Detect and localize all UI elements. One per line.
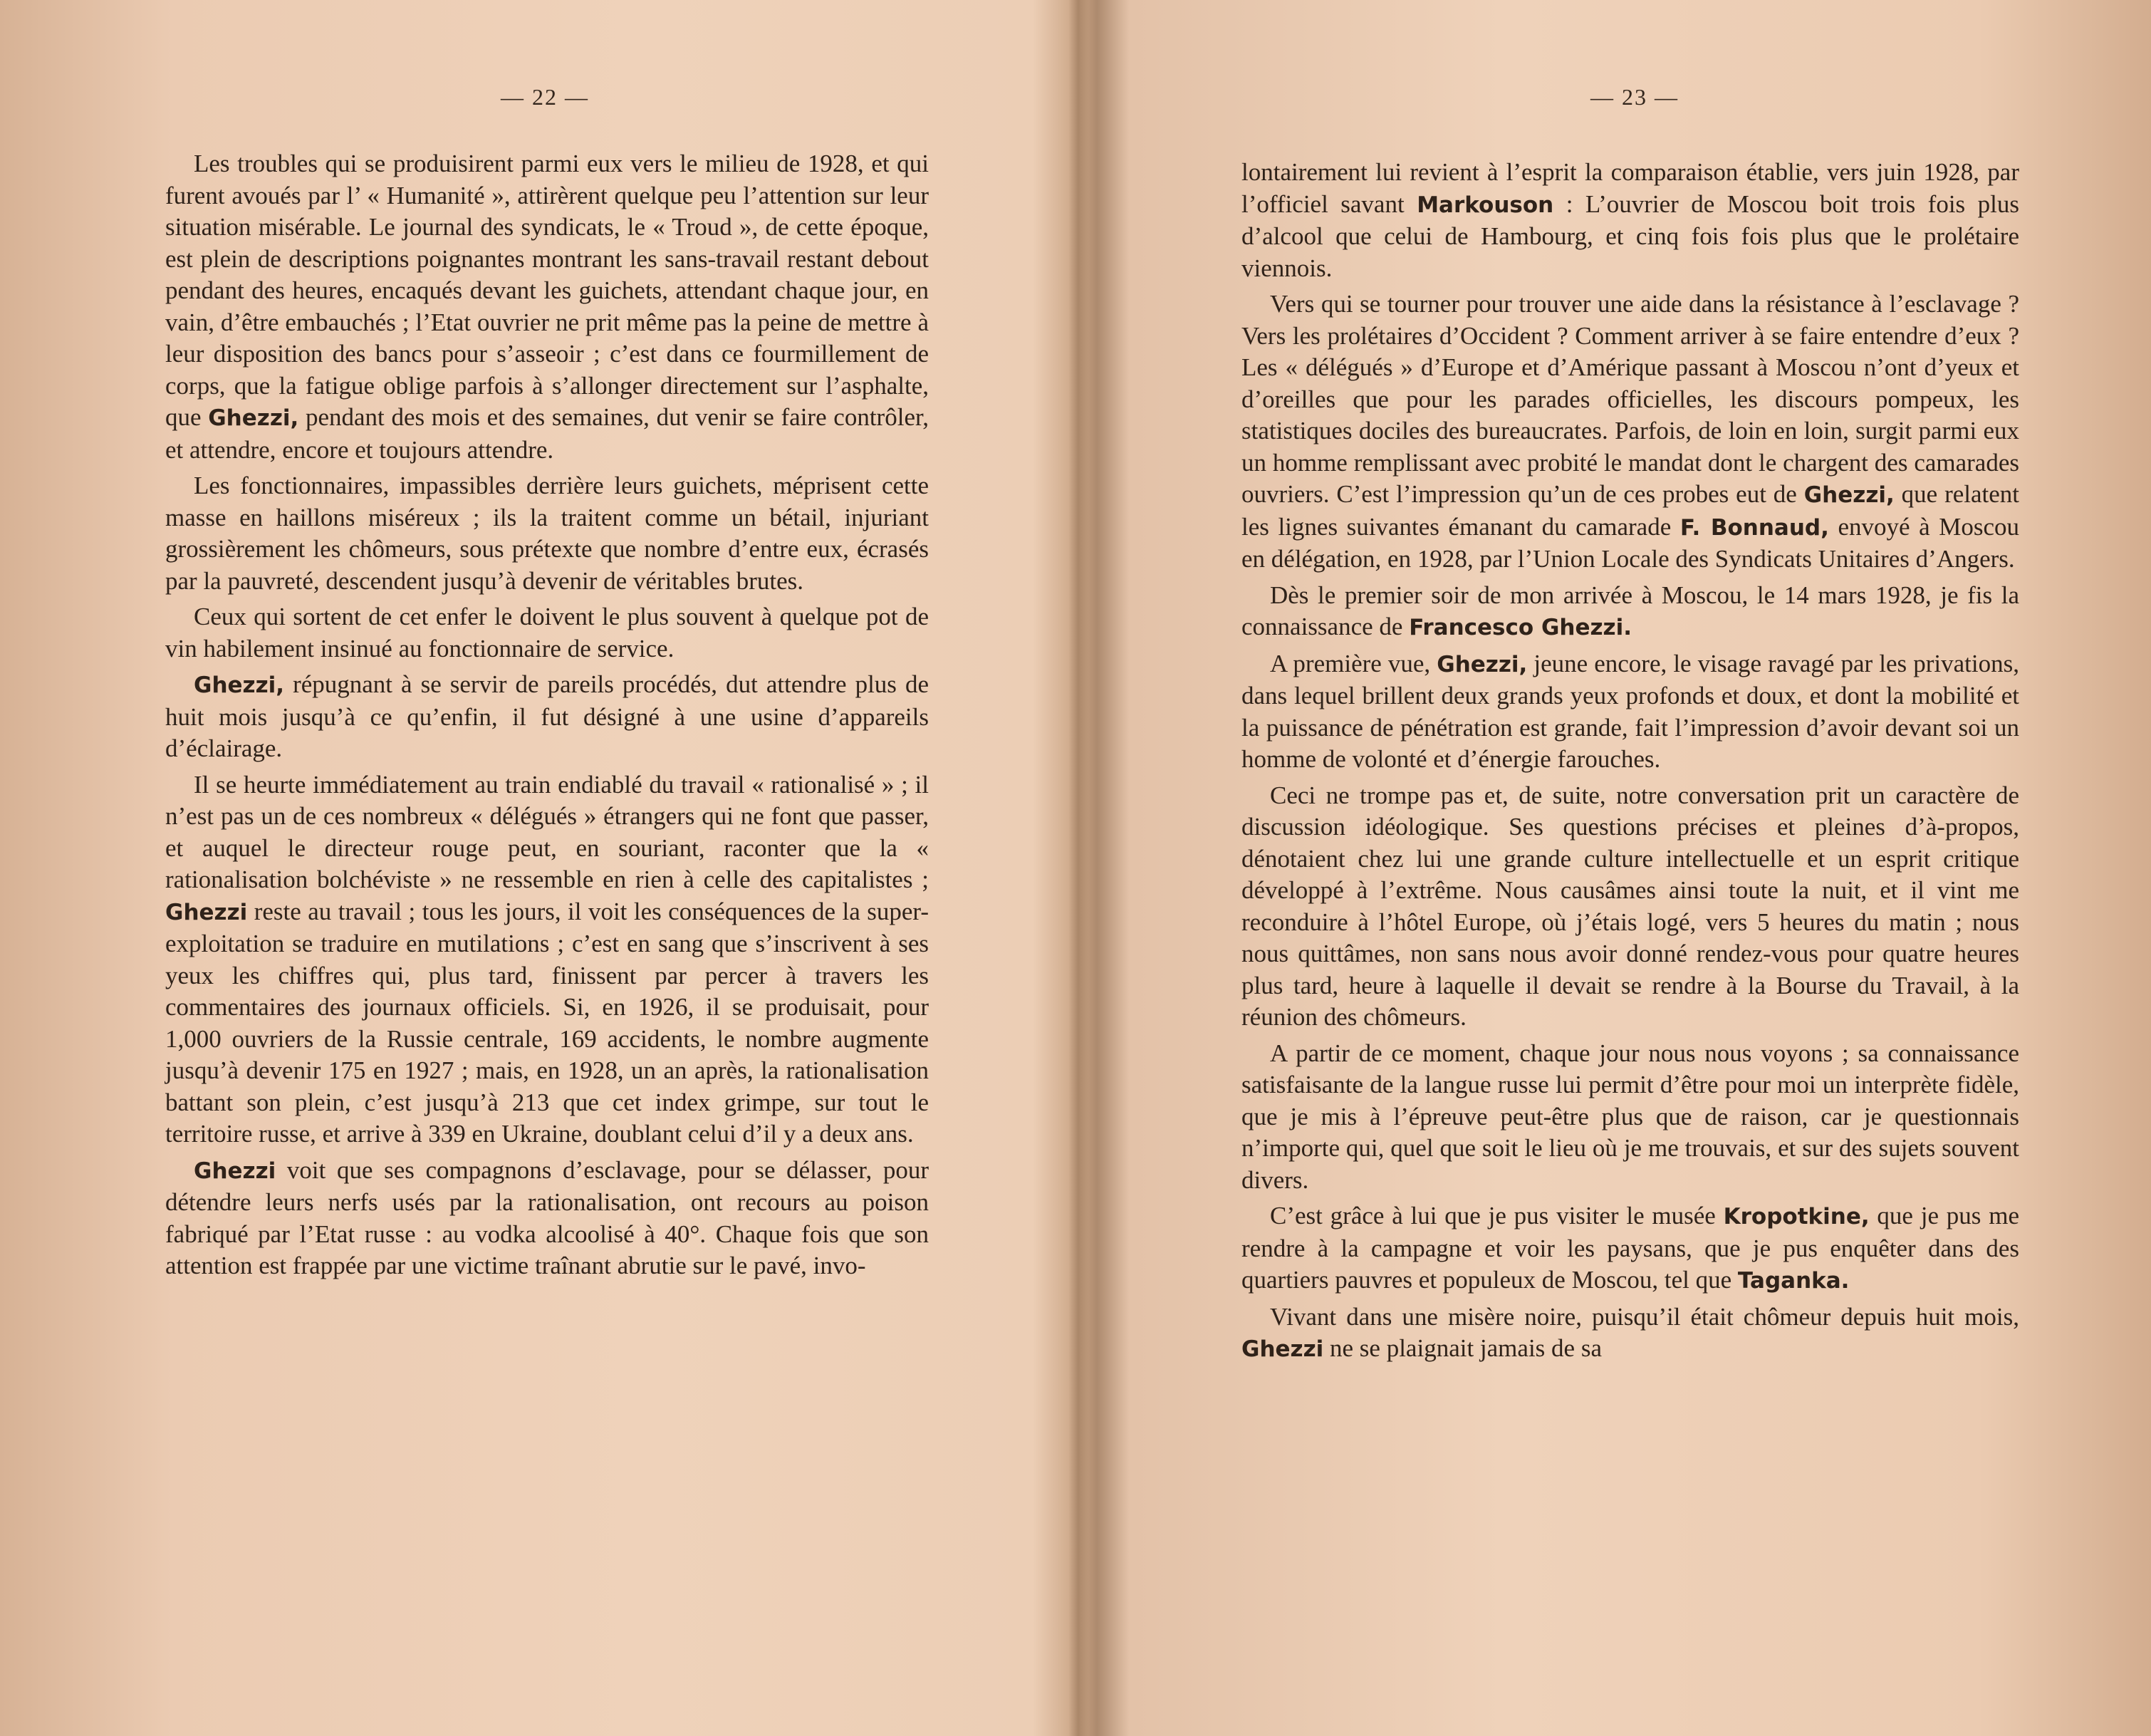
person-name: Ghezzi, xyxy=(194,672,285,698)
right-page-text xyxy=(1241,157,2019,1370)
person-name: Ghezzi xyxy=(1241,1336,1324,1362)
text-run: jeune encore, le visage ravagé par les privations, dans lequel brillent deux grands yeux profonds et doux, et dont la mobilité et la puissance de pénétration est grande, fait l’impression d’avoir devant soi un homme de volonté et d’énergie farouches. xyxy=(1241,649,2019,773)
paragraph xyxy=(1241,1301,2019,1366)
paragraph xyxy=(165,470,929,597)
paragraph xyxy=(1241,289,2019,576)
page-number-right: — 23 — xyxy=(1590,84,1679,110)
person-name: Ghezzi, xyxy=(1437,651,1528,677)
person-name: Ghezzi xyxy=(165,899,248,925)
right-page xyxy=(1086,0,2151,1736)
text-run: lontairement lui revient à l’esprit la comparaison établie, vers juin 1928, par l’officiel savant xyxy=(1241,158,2019,218)
paragraph xyxy=(1241,1200,2019,1297)
left-page-text xyxy=(165,148,929,1287)
person-name: F. Bonnaud, xyxy=(1679,514,1829,541)
paragraph xyxy=(165,1155,929,1282)
paragraph xyxy=(1241,580,2019,644)
person-name: Ghezzi, xyxy=(208,405,299,431)
text-run: que relatent les lignes suivantes émanant du camarade xyxy=(1241,480,2019,541)
text-run: que je pus me rendre à la campagne et voir les paysans, que je pus enquêter dans des quartiers pauvres et populeux de Moscou, tel que xyxy=(1241,1202,2019,1294)
text-run: Les troubles qui se produisirent parmi eux vers le milieu de 1928, et qui furent avoués par l’ « Humanité », attirèrent quelque peu l’attention sur leur situation misérable. Le journal des syndicats, le « Troud », de cette époque, est plein de descriptions poignantes montrant les sans-travail restant debout pendant des heures, encaqués devant les guichets, attendant chaque jour, en vain, d’être embauchés ; l’Etat ouvrier ne prit même pas la peine de mettre à leur disposition des bancs pour s’asseoir ; c’est dans ce fourmillement de corps, que la fatigue oblige parfois à s’allonger directement sur l’asphalte, que xyxy=(165,150,929,431)
text-run: Vers qui se tourner pour trouver une aide dans la résistance à l’esclavage ? Vers les prolétaires d’Occident ? Comment arriver à se faire entendre d’eux ? Les « délégués » d’Europe et d’Amérique passant à Moscou n’ont d’yeux et d’oreilles que pour les parades officielles, les discours pompeux, les statistiques dociles des bureaucrates. Parfois, de loin en loin, surgit parmi eux un homme remplissant avec probité le mandat dont le chargent des camarades ouvriers. C’est l’impression qu’un de ces probes eut de xyxy=(1241,290,2019,508)
paragraph xyxy=(1241,780,2019,1034)
person-name: Ghezzi, xyxy=(1803,482,1895,508)
paragraph xyxy=(1241,648,2019,776)
page-number-left: — 22 — xyxy=(501,84,589,110)
text-run: A première vue, xyxy=(1270,649,1437,677)
paragraph xyxy=(165,148,929,466)
paragraph xyxy=(1241,1038,2019,1197)
text-run: reste au travail ; tous les jours, il voit les conséquences de la super-exploitation se traduire en mutilations ; c’est en sang que s’inscrivent à ses yeux les chiffres qui, plus tard, finissent par percer à travers les commentaires des journaux officiels. Si, en 1926, il se produisait, pour 1,000 ouvriers de la Russie centrale, 169 accidents, le nombre augmente jusqu’à devenir 175 en 1927 ; mais, en 1928, un an après, la rationalisation battant son plein, c’est jusqu’à 213 que cet index grimpe, sur tout le territoire russe, et arrive à 339 en Ukraine, doublant celui d’il y a deux ans. xyxy=(165,897,929,1148)
person-name: Taganka. xyxy=(1737,1268,1850,1294)
text-run: pendant des mois et des semaines, dut venir se faire contrôler, et attendre, encore et toujours attendre. xyxy=(165,403,929,464)
person-name: Markouson xyxy=(1417,192,1554,218)
text-run: envoyé à Moscou en délégation, en 1928, par l’Union Locale des Syndicats Unitaires d’Angers. xyxy=(1241,512,2019,573)
person-name: Kropotkine, xyxy=(1723,1204,1870,1230)
text-run: A partir de ce moment, chaque jour nous nous voyons ; sa connaissance satisfaisante de la langue russe lui permit d’être pour moi un interprète fidèle, que je mis à l’épreuve peut-être plus que de raison, car je questionnais n’importe qui, quel que soit le lieu où je me trouvais, et sur des sujets souvent divers. xyxy=(1241,1039,2019,1194)
person-name: Francesco Ghezzi. xyxy=(1409,615,1632,640)
text-run: voit que ses compagnons d’esclavage, pour se délasser, pour détendre leurs nerfs usés par la rationalisation, ont recours au poison fabriqué par l’Etat russe : au vodka alcoolisé à 40°. Chaque fois que son attention est frappée par une victime traînant abrutie sur le pavé, invo- xyxy=(165,1155,929,1279)
left-page xyxy=(0,0,1072,1736)
text-run: ne se plaignait jamais de sa xyxy=(1323,1334,1602,1362)
text-run: Dès le premier soir de mon arrivée à Moscou, le 14 mars 1928, je fis la connaissance de xyxy=(1241,581,2019,640)
text-run: Les fonctionnaires, impassibles derrière leurs guichets, méprisent cette masse en haillons miséreux ; ils la traitent comme un bétail, injuriant grossièrement les chômeurs, sous prétexte que nombre d’entre eux, écrasés par la pauvreté, descendent jusqu’à devenir de véritables brutes. xyxy=(165,472,929,595)
text-run: Ceux qui sortent de cet enfer le doivent le plus souvent à quelque pot de vin habilement insinué au fonctionnaire de service. xyxy=(165,603,929,662)
paragraph xyxy=(1241,157,2019,284)
text-run: : L’ouvrier de Moscou boit trois fois plus d’alcool que celui de Hambourg, et cinq fois fois plus que le prolétaire viennois. xyxy=(1241,189,2019,282)
paragraph xyxy=(165,669,929,765)
paragraph xyxy=(165,769,929,1150)
person-name: Ghezzi xyxy=(194,1158,276,1184)
text-run: Il se heurte immédiatement au train endiablé du travail « rationalisé » ; il n’est pas un de ces nombreux « délégués » étrangers qui ne font que passer, et auquel le directeur rouge peut, en souriant, raconter que la « rationalisation bolchéviste » ne ressemble en rien à celle des capitalistes ; xyxy=(165,770,929,893)
text-run: Vivant dans une misère noire, puisqu’il était chômeur depuis huit mois, xyxy=(1270,1302,2019,1331)
text-run: répugnant à se servir de pareils procédés, dut attendre plus de huit mois jusqu’à ce qu’enfin, il fut désigné à une usine d’appareils d’éclairage. xyxy=(165,670,929,762)
text-run: C’est grâce à lui que je pus visiter le musée xyxy=(1270,1202,1724,1230)
text-run: Ceci ne trompe pas et, de suite, notre conversation prit un caractère de discussion idéologique. Ses questions précises et pleines d’à-propos, dénotaient chez lui une grande culture intellectuelle et un esprit critique développé à l’extrême. Nous causâmes ainsi toute la nuit, et il vint me reconduire à l’hôtel Europe, où j’étais logé, vers 5 heures du matin ; nous nous quittâmes, non sans nous avoir donné rendez-vous pour quatre heures plus tard, heure à laquelle il devait se rendre à la Bourse du Travail, à la réunion des chômeurs. xyxy=(1241,781,2019,1031)
paragraph xyxy=(165,601,929,665)
